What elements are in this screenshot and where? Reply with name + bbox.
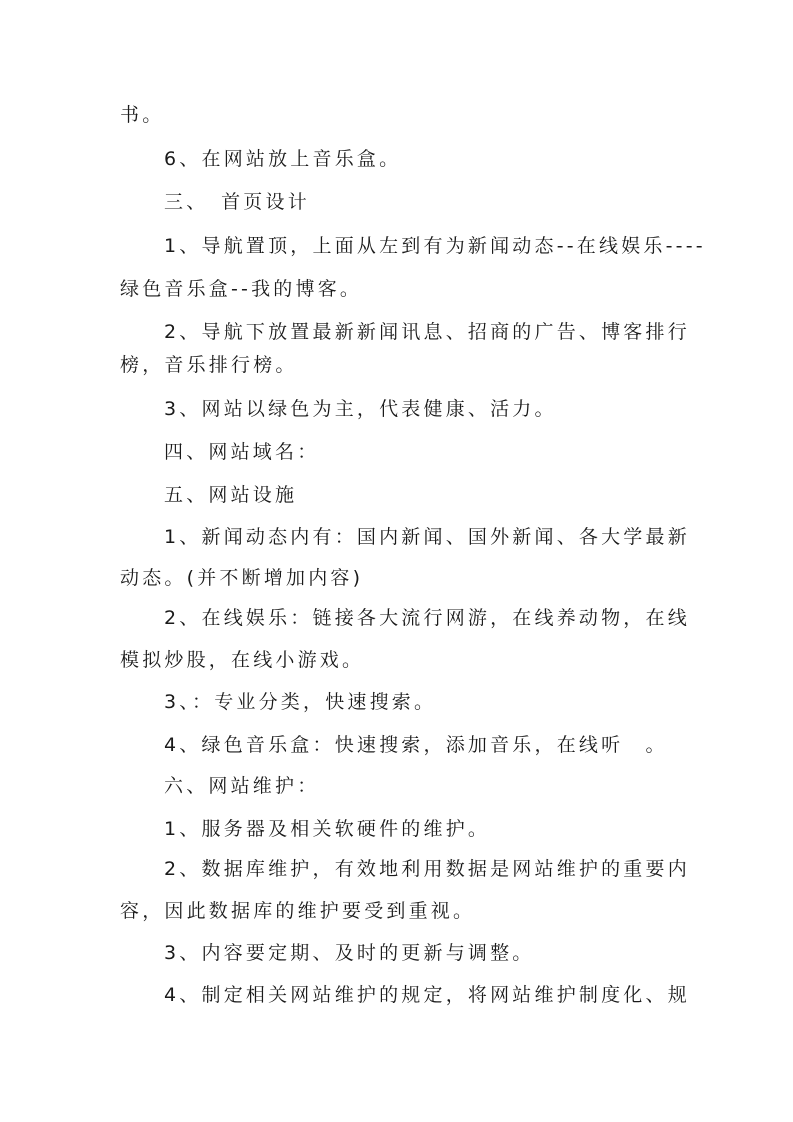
section-heading: 三、 首页设计 — [164, 191, 310, 213]
text-line: 模拟炒股，在线小游戏。 — [120, 649, 365, 671]
section-heading: 五、网站设施 — [164, 484, 298, 506]
text-line: 3、内容要定期、及时的更新与调整。 — [164, 942, 535, 964]
text-line: 1、服务器及相关软硬件的维护。 — [164, 818, 491, 840]
section-heading: 四、网站域名： — [164, 441, 320, 463]
text-line: 1、导航置顶，上面从左到有为新闻动态--在线娱乐---- — [164, 235, 706, 257]
text-line: 1、新闻动态内有：国内新闻、国外新闻、各大学最新 — [164, 526, 690, 548]
text-line: 4、绿色音乐盒：快速搜索，添加音乐，在线听 。 — [164, 734, 668, 756]
text-line: 2、导航下放置最新新闻讯息、招商的广告、博客排行 — [164, 321, 690, 343]
text-line: 3、网站以绿色为主，代表健康、活力。 — [164, 398, 557, 420]
text-line: 2、在线娱乐：链接各大流行网游，在线养动物，在线 — [164, 607, 690, 629]
section-heading: 六、网站维护： — [164, 775, 320, 797]
text-line: 容，因此数据库的维护要受到重视。 — [120, 900, 476, 922]
text-line: 书。 — [120, 104, 165, 126]
text-line: 绿色音乐盒--我的博客。 — [120, 278, 363, 300]
text-line: 6、在网站放上音乐盒。 — [164, 148, 402, 170]
text-line: 2、数据库维护，有效地利用数据是网站维护的重要内 — [164, 858, 690, 880]
text-line: 榜，音乐排行榜。 — [120, 354, 298, 376]
text-line: 4、制定相关网站维护的规定，将网站维护制度化、规 — [164, 984, 690, 1006]
text-line: 动态。(并不断增加内容) — [120, 567, 364, 589]
text-line: 3、：专业分类，快速搜索。 — [164, 691, 437, 713]
